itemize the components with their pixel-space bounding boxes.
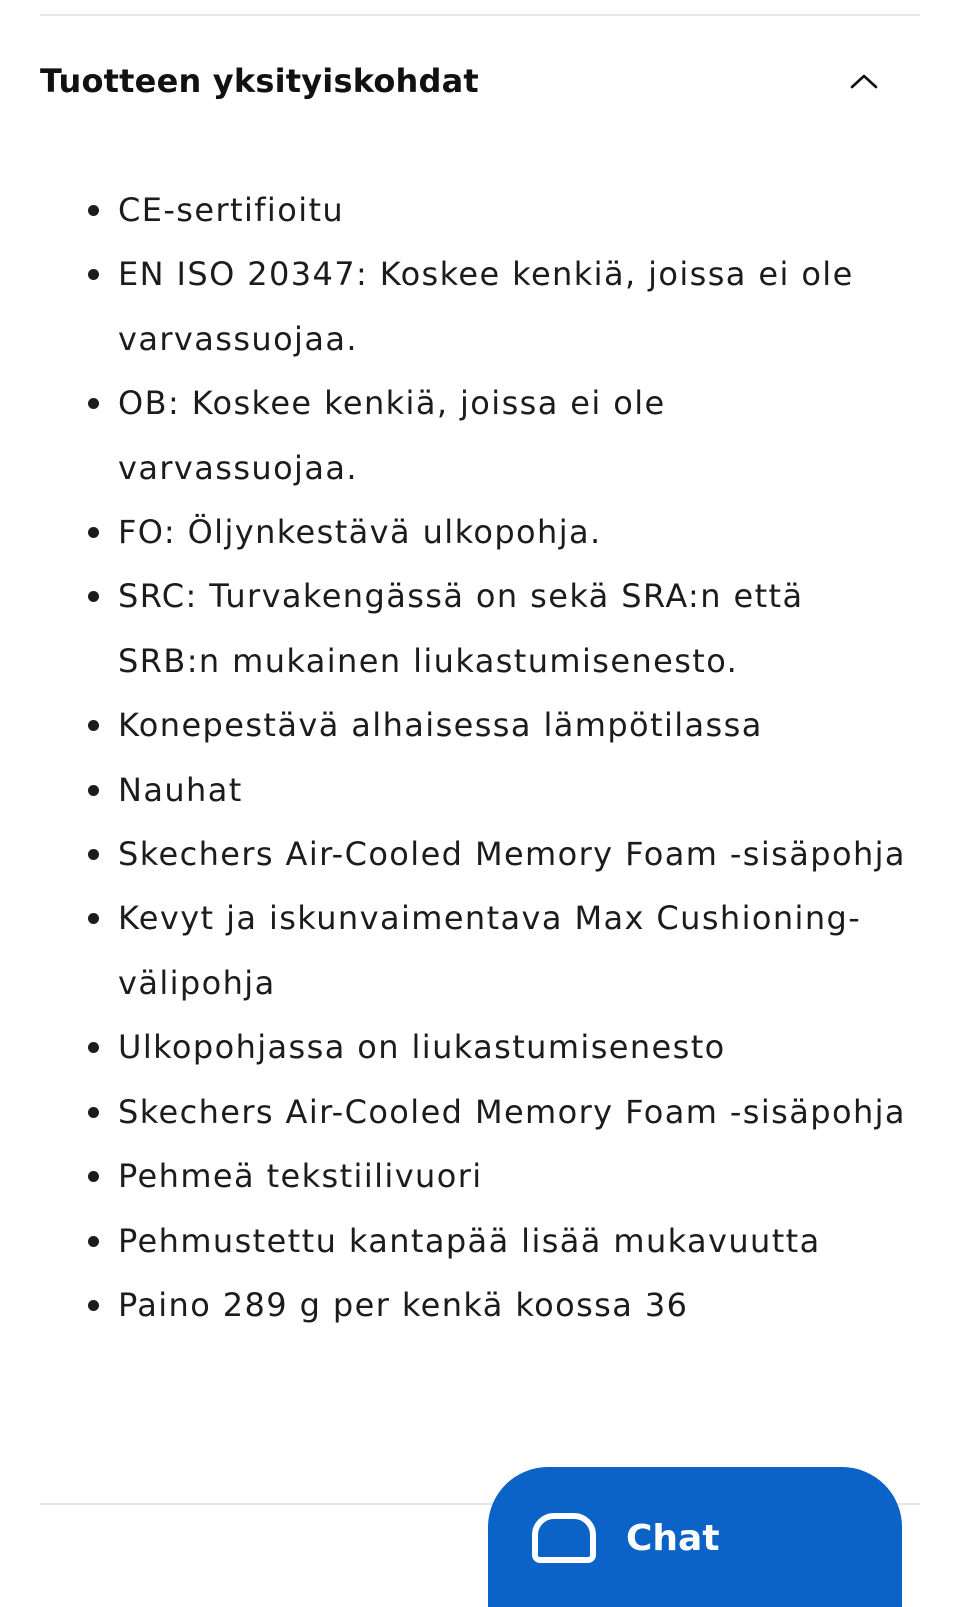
list-item: Konepestävä alhaisessa lämpötilassa — [118, 693, 908, 757]
section-divider-top — [40, 14, 920, 16]
list-item: Kevyt ja iskunvaimentava Max Cushioning-välipohja — [118, 886, 908, 1015]
list-item: Pehmustettu kantapää lisää mukavuutta — [118, 1209, 908, 1273]
chat-bubble-icon — [532, 1513, 596, 1563]
chevron-up-icon[interactable] — [844, 61, 884, 101]
list-item: OB: Koskee kenkiä, joissa ei ole varvassuojaa. — [118, 371, 908, 500]
product-details-list — [0, 178, 908, 1337]
list-item: FO: Öljynkestävä ulkopohja. — [118, 500, 908, 564]
list-item: Pehmeä tekstiilivuori — [118, 1144, 908, 1208]
chat-button-label: Chat — [626, 1518, 720, 1559]
list-item: Skechers Air-Cooled Memory Foam -sisäpohja — [118, 822, 908, 886]
list-item: EN ISO 20347: Koskee kenkiä, joissa ei ole varvassuojaa. — [118, 242, 908, 371]
product-details-accordion-header[interactable] — [40, 48, 920, 114]
list-item: Skechers Air-Cooled Memory Foam -sisäpohja — [118, 1080, 908, 1144]
list-item: Ulkopohjassa on liukastumisenesto — [118, 1015, 908, 1079]
list-item: SRC: Turvakengässä on sekä SRA:n että SRB:n mukainen liukastumisenesto. — [118, 564, 908, 693]
list-item: Nauhat — [118, 758, 908, 822]
accordion-title: Tuotteen yksityiskohdat — [40, 62, 479, 100]
list-item: Paino 289 g per kenkä koossa 36 — [118, 1273, 908, 1337]
chat-button[interactable] — [488, 1467, 902, 1607]
list-item: CE-sertifioitu — [118, 178, 908, 242]
